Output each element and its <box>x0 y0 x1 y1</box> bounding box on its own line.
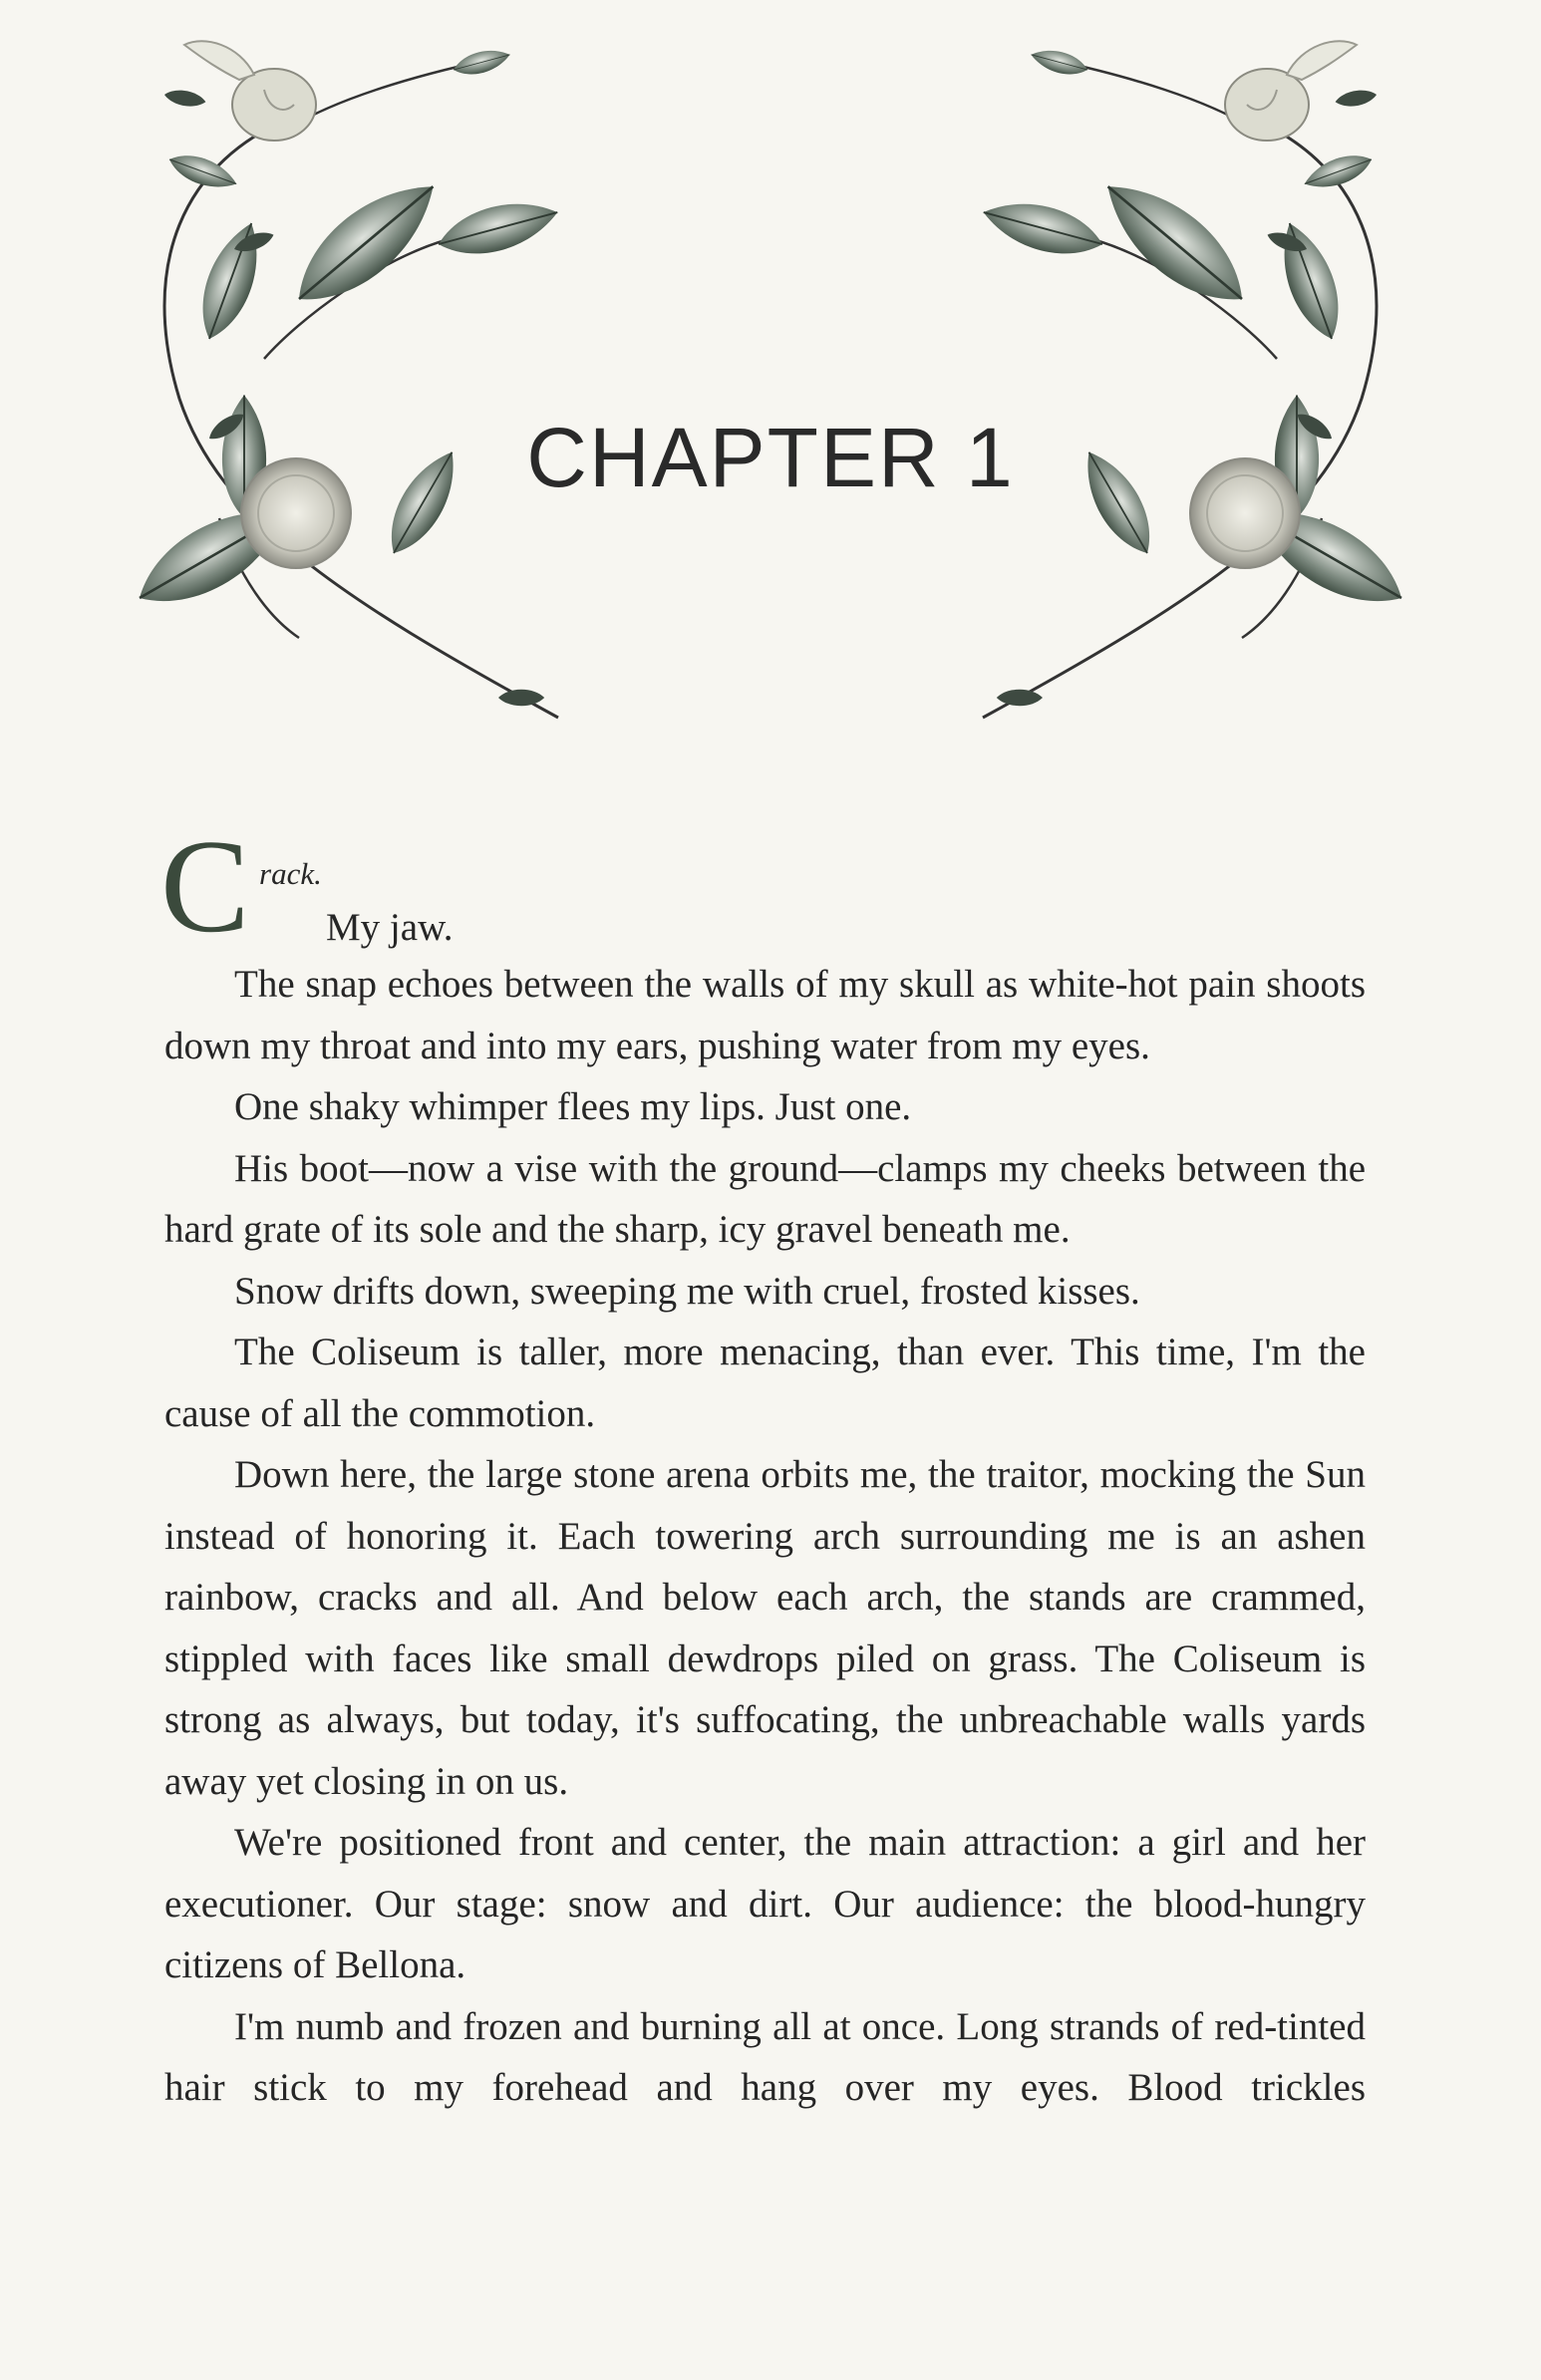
chapter-opening <box>160 812 1366 960</box>
chapter-body <box>160 812 1366 2119</box>
chapter-title: CHAPTER 1 <box>526 411 1015 505</box>
opening-word: rack. <box>259 856 322 891</box>
paragraph: Down here, the large stone arena orbits me, the traitor, mocking the Sun instead of honoring it. Each towering arch surrounding me is an ashen rainbow, cracks and all. And below each arch, the stands are crammed, stippled with faces like small dewdrops piled on grass. The Coliseum is strong as always, but today, it's suffocating, the unbreachable walls yards away yet closing in on us. <box>164 1453 1366 1803</box>
paragraph: The snap echoes between the walls of my skull as white-hot pain shoots down my throat and into my ears, pushing water from my eyes. <box>164 963 1366 1067</box>
paragraph: We're positioned front and center, the main attraction: a girl and her executioner. Our stage: snow and dirt. Our audience: the blood-hungry citizens of Bellona. <box>164 1821 1366 1986</box>
paragraph: I'm numb and frozen and burning all at once. Long strands of red-tinted hair stick to my forehead and hang over my eyes. Blood trickles <box>164 2004 1366 2109</box>
paragraph: One shaky whimper flees my lips. Just one. <box>234 1085 912 1128</box>
paragraph: Snow drifts down, sweeping me with cruel, frosted kisses. <box>234 1269 1140 1313</box>
drop-cap: C <box>160 812 250 960</box>
paragraph: The Coliseum is taller, more menacing, than ever. This time, I'm the cause of all the commotion. <box>164 1331 1366 1435</box>
opening-line: My jaw. <box>326 906 454 949</box>
floral-vine-frame-icon <box>0 0 1541 777</box>
paragraph: His boot—now a vise with the ground—clamps my cheeks between the hard grate of its sole and the sharp, icy gravel beneath me. <box>164 1146 1366 1251</box>
